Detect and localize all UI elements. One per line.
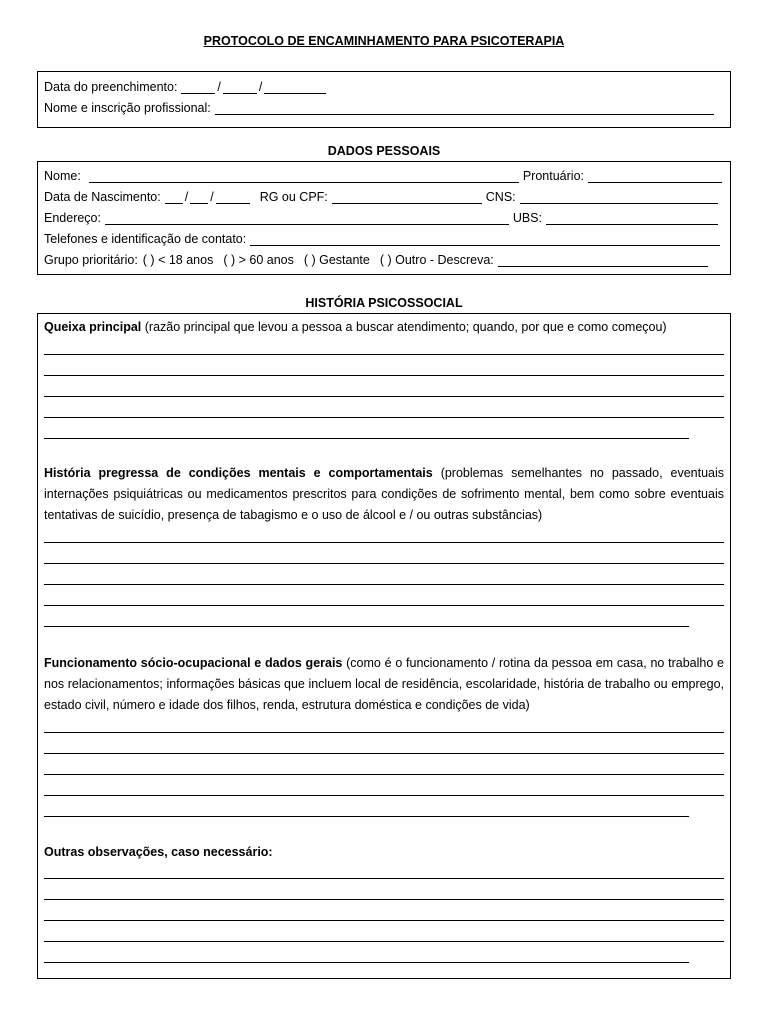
phones-field[interactable] bbox=[250, 233, 720, 246]
record-label: Prontuário: bbox=[522, 169, 584, 183]
ubs-label: UBS: bbox=[512, 211, 542, 225]
q2-answer-line[interactable] bbox=[44, 584, 724, 585]
priority-label: Grupo prioritário: bbox=[44, 253, 138, 267]
q1-answer-line[interactable] bbox=[44, 354, 724, 355]
address-field[interactable] bbox=[105, 212, 509, 225]
fill-date-day-field[interactable] bbox=[181, 81, 215, 94]
q1-answer-line[interactable] bbox=[44, 396, 724, 397]
priority-other-field[interactable] bbox=[498, 254, 708, 267]
q4-prompt bbox=[44, 842, 724, 863]
q4-answer-line[interactable] bbox=[44, 920, 724, 921]
phones-label: Telefones e identificação de contato: bbox=[44, 232, 247, 246]
fill-date-label: Data do preenchimento: bbox=[44, 80, 178, 94]
q4-answer-line[interactable] bbox=[44, 962, 689, 963]
phones-row bbox=[44, 228, 724, 246]
id-field[interactable] bbox=[332, 191, 482, 204]
q3-answer-line[interactable] bbox=[44, 774, 724, 775]
q4-answer-line[interactable] bbox=[44, 899, 724, 900]
fill-date-row bbox=[44, 76, 724, 94]
q1-description: (razão principal que levou a pessoa a buscar atendimento; quando, por que e como começou) bbox=[141, 320, 667, 334]
q1-answer-line[interactable] bbox=[44, 417, 724, 418]
cns-label: CNS: bbox=[485, 190, 516, 204]
q3-answer-line[interactable] bbox=[44, 753, 724, 754]
name-row bbox=[44, 165, 724, 183]
q2-answer-line[interactable] bbox=[44, 626, 689, 627]
document-title: PROTOCOLO DE ENCAMINHAMENTO PARA PSICOTERAPIA bbox=[203, 34, 565, 48]
birth-month-field[interactable] bbox=[190, 191, 208, 204]
q3-answer-line[interactable] bbox=[44, 795, 724, 796]
professional-label: Nome e inscrição profissional: bbox=[44, 101, 211, 115]
q2-answer-line[interactable] bbox=[44, 605, 724, 606]
q4-answer-line[interactable] bbox=[44, 878, 724, 879]
date-separator: / bbox=[217, 80, 221, 94]
address-row bbox=[44, 207, 724, 225]
q1-title: Queixa principal bbox=[44, 320, 142, 334]
q3-answer-line[interactable] bbox=[44, 816, 689, 817]
q1-answer-line[interactable] bbox=[44, 375, 724, 376]
priority-option-pregnant[interactable]: ( ) Gestante bbox=[303, 253, 370, 267]
name-label: Nome: bbox=[44, 169, 81, 183]
address-label: Endereço: bbox=[44, 211, 101, 225]
date-separator: / bbox=[184, 190, 189, 204]
header-box bbox=[37, 71, 731, 128]
priority-option-over-60[interactable]: ( ) > 60 anos bbox=[223, 253, 294, 267]
ubs-field[interactable] bbox=[546, 212, 718, 225]
history-box bbox=[37, 313, 731, 979]
id-label: RG ou CPF: bbox=[259, 190, 328, 204]
q2-prompt bbox=[44, 463, 724, 526]
name-field[interactable] bbox=[89, 170, 519, 183]
q3-answer-line[interactable] bbox=[44, 732, 724, 733]
q2-description: (problemas semelhantes no passado, eventuais internações psiquiátricas ou medicamentos prescritos para condições de sofrimento mental, bem como sobre eventuais tentativas de suicídio, presença de tabagismo e o uso de álcool e / ou outras substâncias) bbox=[44, 466, 724, 522]
priority-row bbox=[44, 249, 724, 267]
birth-row bbox=[44, 186, 724, 204]
personal-box bbox=[37, 161, 731, 275]
priority-option-under-18[interactable]: ( ) < 18 anos bbox=[142, 253, 214, 267]
history-section-title: HISTÓRIA PSICOSSOCIAL bbox=[305, 296, 463, 310]
q3-prompt bbox=[44, 653, 724, 716]
q2-answer-line[interactable] bbox=[44, 542, 724, 543]
birth-year-field[interactable] bbox=[216, 191, 250, 204]
q1-answer-line[interactable] bbox=[44, 438, 689, 439]
date-separator: / bbox=[258, 80, 263, 94]
q3-title: Funcionamento sócio-ocupacional e dados gerais bbox=[44, 656, 343, 670]
cns-field[interactable] bbox=[520, 191, 718, 204]
record-field[interactable] bbox=[588, 170, 722, 183]
date-separator: / bbox=[210, 190, 214, 204]
priority-option-other[interactable]: ( ) Outro - Descreva: bbox=[379, 253, 494, 267]
birth-label: Data de Nascimento: bbox=[44, 190, 161, 204]
birth-day-field[interactable] bbox=[165, 191, 183, 204]
q4-title: Outras observações, caso necessário: bbox=[44, 845, 273, 859]
q4-answer-line[interactable] bbox=[44, 941, 724, 942]
fill-date-year-field[interactable] bbox=[264, 81, 326, 94]
professional-field[interactable] bbox=[215, 102, 714, 115]
q3-description: (como é o funcionamento / rotina da pessoa em casa, no trabalho e nos relacionamentos; informações básicas que incluem local de residência, escolaridade, história de trabalho ou emprego, estado civil, número e idade dos filhos, renda, estrutura doméstica e condições de vida) bbox=[44, 656, 724, 712]
q2-title: História pregressa de condições mentais e comportamentais bbox=[44, 466, 433, 480]
fill-date-month-field[interactable] bbox=[223, 81, 257, 94]
q2-answer-line[interactable] bbox=[44, 563, 724, 564]
professional-row bbox=[44, 97, 724, 115]
personal-section-title: DADOS PESSOAIS bbox=[327, 144, 441, 158]
q1-prompt bbox=[44, 317, 724, 338]
